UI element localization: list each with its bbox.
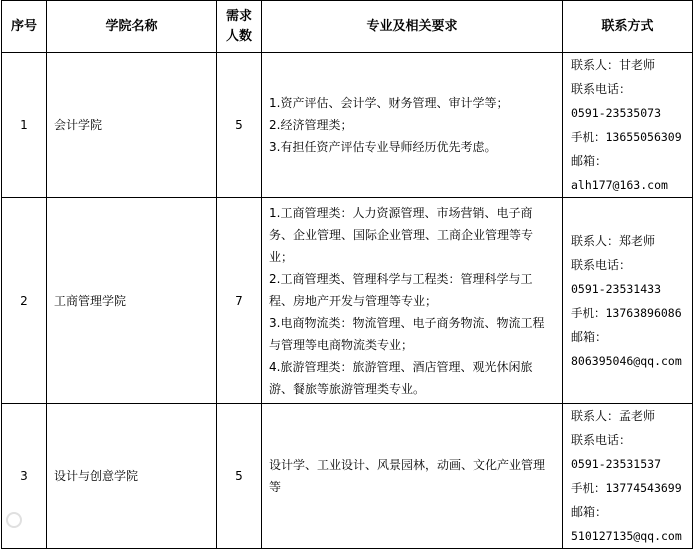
requirement-item: 1.资产评估、会计学、财务管理、审计学等； — [269, 96, 509, 110]
contact-email: alh177@163.com — [571, 178, 668, 192]
header-count-line2: 人数 — [225, 28, 252, 44]
header-requirements: 专业及相关要求 — [262, 1, 563, 53]
contact-phone-label: 联系电话： — [571, 433, 632, 447]
contact-email-label: 邮箱： — [571, 329, 608, 344]
row-requirements — [262, 198, 563, 404]
row-count: 7 — [217, 198, 262, 404]
contact-email: 806395046@qq.com — [571, 353, 682, 368]
header-college: 学院名称 — [47, 1, 217, 53]
header-num: 序号 — [2, 1, 47, 53]
row-count: 5 — [217, 53, 262, 198]
row-college: 设计与创意学院 — [47, 404, 217, 549]
contact-person: 联系人：甘老师 — [571, 58, 656, 72]
contact-phone-label: 联系电话： — [571, 82, 632, 96]
requirement-item: 4.旅游管理类：旅游管理、酒店管理、观光休闲旅游、餐旅等旅游管理类专业。 — [269, 359, 533, 396]
recruitment-table — [1, 0, 693, 549]
row-college: 会计学院 — [47, 53, 217, 198]
header-count-line1: 需求 — [225, 8, 252, 24]
row-contact — [563, 53, 693, 198]
header-row — [2, 1, 693, 53]
watermark-logo — [6, 512, 25, 528]
contact-person: 联系人：孟老师 — [571, 409, 656, 423]
table-row — [2, 198, 693, 404]
watermark-icon — [6, 512, 22, 528]
header-count — [217, 1, 262, 53]
contact-phone-label: 联系电话： — [571, 257, 632, 272]
row-num: 1 — [2, 53, 47, 198]
header-contact: 联系方式 — [563, 1, 693, 53]
row-num: 2 — [2, 198, 47, 404]
row-requirements — [262, 53, 563, 198]
row-num: 3 — [2, 404, 47, 549]
row-contact — [563, 198, 693, 404]
contact-email: 510127135@qq.com — [571, 529, 682, 543]
requirement-item: 1.工商管理类：人力资源管理、市场营销、电子商务、企业管理、国际企业管理、工商企业管理等专业； — [269, 205, 534, 264]
contact-phone: 0591-23535073 — [571, 106, 662, 120]
requirement-item: 3.有担任资产评估专业导师经历优先考虑。 — [269, 140, 497, 154]
requirement-item: 设计学、工业设计、风景园林，动画、文化产业管理等 — [269, 458, 546, 494]
row-college: 工商管理学院 — [47, 198, 217, 404]
contact-mobile: 手机：13763896086 — [571, 305, 682, 320]
requirement-item: 2.经济管理类； — [269, 118, 353, 132]
contact-email-label: 邮箱： — [571, 505, 608, 519]
table-row — [2, 404, 693, 549]
table-row — [2, 53, 693, 198]
contact-phone: 0591-23531537 — [571, 457, 662, 471]
contact-phone: 0591-23531433 — [571, 281, 662, 296]
contact-mobile: 手机：13655056309 — [571, 130, 682, 144]
contact-email-label: 邮箱： — [571, 154, 608, 168]
row-count: 5 — [217, 404, 262, 549]
row-requirements — [262, 404, 563, 549]
requirement-item: 2.工商管理类、管理科学与工程类：管理科学与工程、房地产开发与管理等专业； — [269, 271, 533, 308]
contact-mobile: 手机：13774543699 — [571, 481, 682, 495]
row-contact — [563, 404, 693, 549]
contact-person: 联系人：郑老师 — [571, 233, 656, 248]
requirement-item: 3.电商物流类：物流管理、电子商务物流、物流工程与管理等电商物流类专业； — [269, 315, 545, 352]
